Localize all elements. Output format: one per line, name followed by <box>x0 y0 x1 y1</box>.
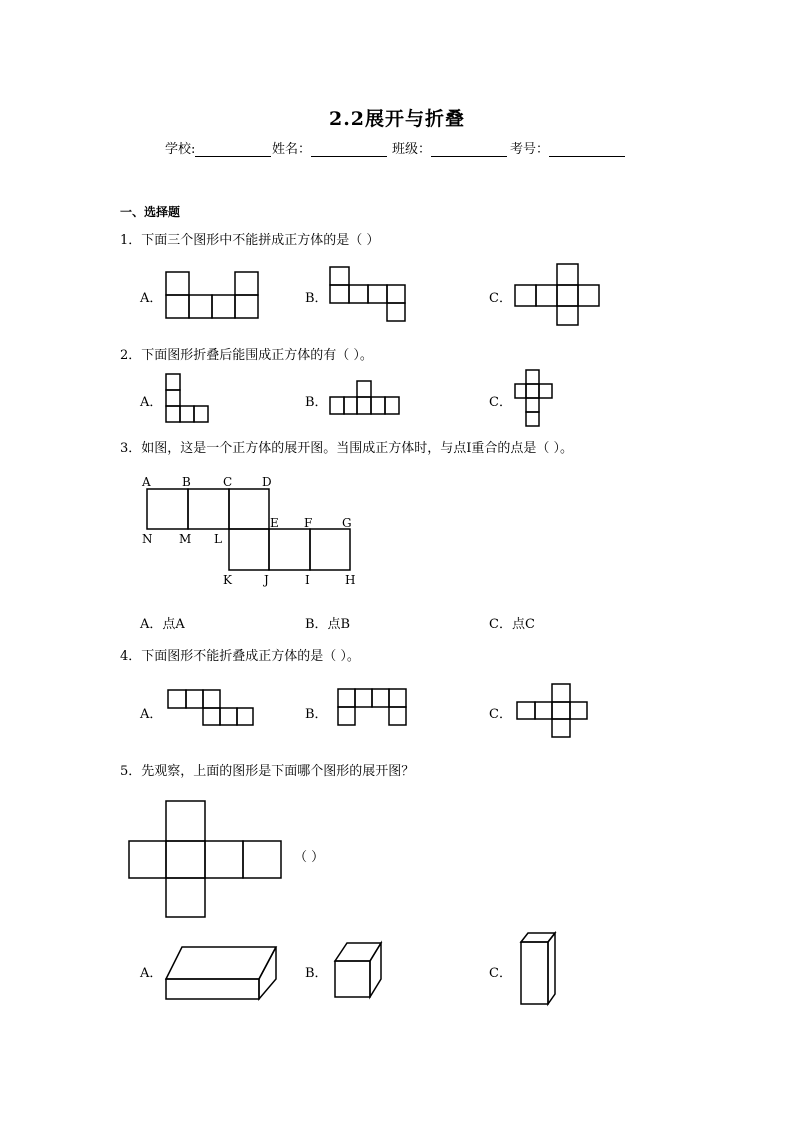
q1-option-c-net <box>514 263 604 327</box>
q5-option-c-label[interactable]: C． <box>489 966 512 981</box>
point-label-m: M <box>179 532 192 546</box>
point-label-a: A <box>142 475 151 489</box>
name-label: 姓名： <box>272 142 312 157</box>
point-label-b: B <box>182 475 191 489</box>
point-label-l: L <box>214 532 222 546</box>
q5-cross-net <box>127 799 287 921</box>
q4-option-c-label[interactable]: C． <box>489 707 512 722</box>
q3-option-a[interactable]: A．点A <box>140 617 185 632</box>
question-5-text: 5．先观察，上面的图形是下面哪个图形的展开图？ <box>120 764 415 779</box>
school-field <box>165 138 271 157</box>
q5-option-b-cube <box>334 941 384 1001</box>
q4-option-b-net <box>337 688 409 728</box>
q1-option-b-net <box>329 266 409 324</box>
q5-option-c-tall-box <box>520 931 560 1007</box>
q3-option-c[interactable]: C．点C <box>489 617 535 632</box>
point-label-c: C <box>223 475 233 489</box>
q5-option-a-flat-box <box>164 944 278 1002</box>
q1-option-a-label[interactable]: A． <box>140 291 163 306</box>
q4-option-c-net <box>516 683 590 741</box>
point-label-g: G <box>342 516 352 530</box>
q1-option-a-net <box>165 270 265 320</box>
q3-cube-net-diagram <box>138 472 363 587</box>
point-label-d: D <box>262 475 272 489</box>
point-label-i: I <box>305 573 310 587</box>
section-heading: 一、选择题 <box>120 205 181 219</box>
q2-option-c-label[interactable]: C． <box>489 395 512 410</box>
q5-answer-blank[interactable]: （ ） <box>294 850 325 865</box>
class-label: 班级： <box>392 142 432 157</box>
school-label: 学校: <box>165 142 196 157</box>
question-4-text: 4．下面图形不能折叠成正方体的是（ ）。 <box>120 649 360 664</box>
question-3-text: 3．如图，这是一个正方体的展开图。当围成正方体时，与点I重合的点是（ ）。 <box>120 441 574 456</box>
q1-option-b-label[interactable]: B． <box>305 291 328 306</box>
exam-no-blank[interactable] <box>549 143 625 157</box>
name-field <box>272 138 387 157</box>
question-1-text: 1．下面三个图形中不能拼成正方体的是（ ） <box>120 233 380 248</box>
q5-option-a-label[interactable]: A． <box>140 966 163 981</box>
name-blank[interactable] <box>311 143 387 157</box>
q2-option-b-label[interactable]: B． <box>305 395 328 410</box>
q4-option-b-label[interactable]: B． <box>305 707 328 722</box>
q2-option-a-label[interactable]: A． <box>140 395 163 410</box>
point-label-h: H <box>345 573 356 587</box>
point-label-j: J <box>264 573 269 587</box>
q5-option-b-label[interactable]: B． <box>305 966 328 981</box>
point-label-n: N <box>142 532 153 546</box>
point-label-f: F <box>304 516 313 530</box>
q1-option-c-label[interactable]: C． <box>489 291 512 306</box>
class-blank[interactable] <box>431 143 507 157</box>
q4-option-a-net <box>167 689 257 729</box>
q2-option-b-net <box>329 380 403 418</box>
page-title: 2.2展开与折叠 <box>328 108 466 130</box>
question-2-text: 2．下面图形折叠后能围成正方体的有（ ）。 <box>120 348 373 363</box>
q2-option-a-net <box>165 371 211 425</box>
point-label-e: E <box>270 516 279 530</box>
exam-no-field <box>510 138 625 157</box>
q4-option-a-label[interactable]: A． <box>140 707 163 722</box>
point-label-k: K <box>223 573 232 587</box>
class-field <box>392 138 507 157</box>
school-blank[interactable] <box>195 143 271 157</box>
exam-no-label: 考号： <box>510 142 550 157</box>
q3-option-b[interactable]: B．点B <box>305 617 351 632</box>
q2-option-c-net <box>514 369 556 429</box>
